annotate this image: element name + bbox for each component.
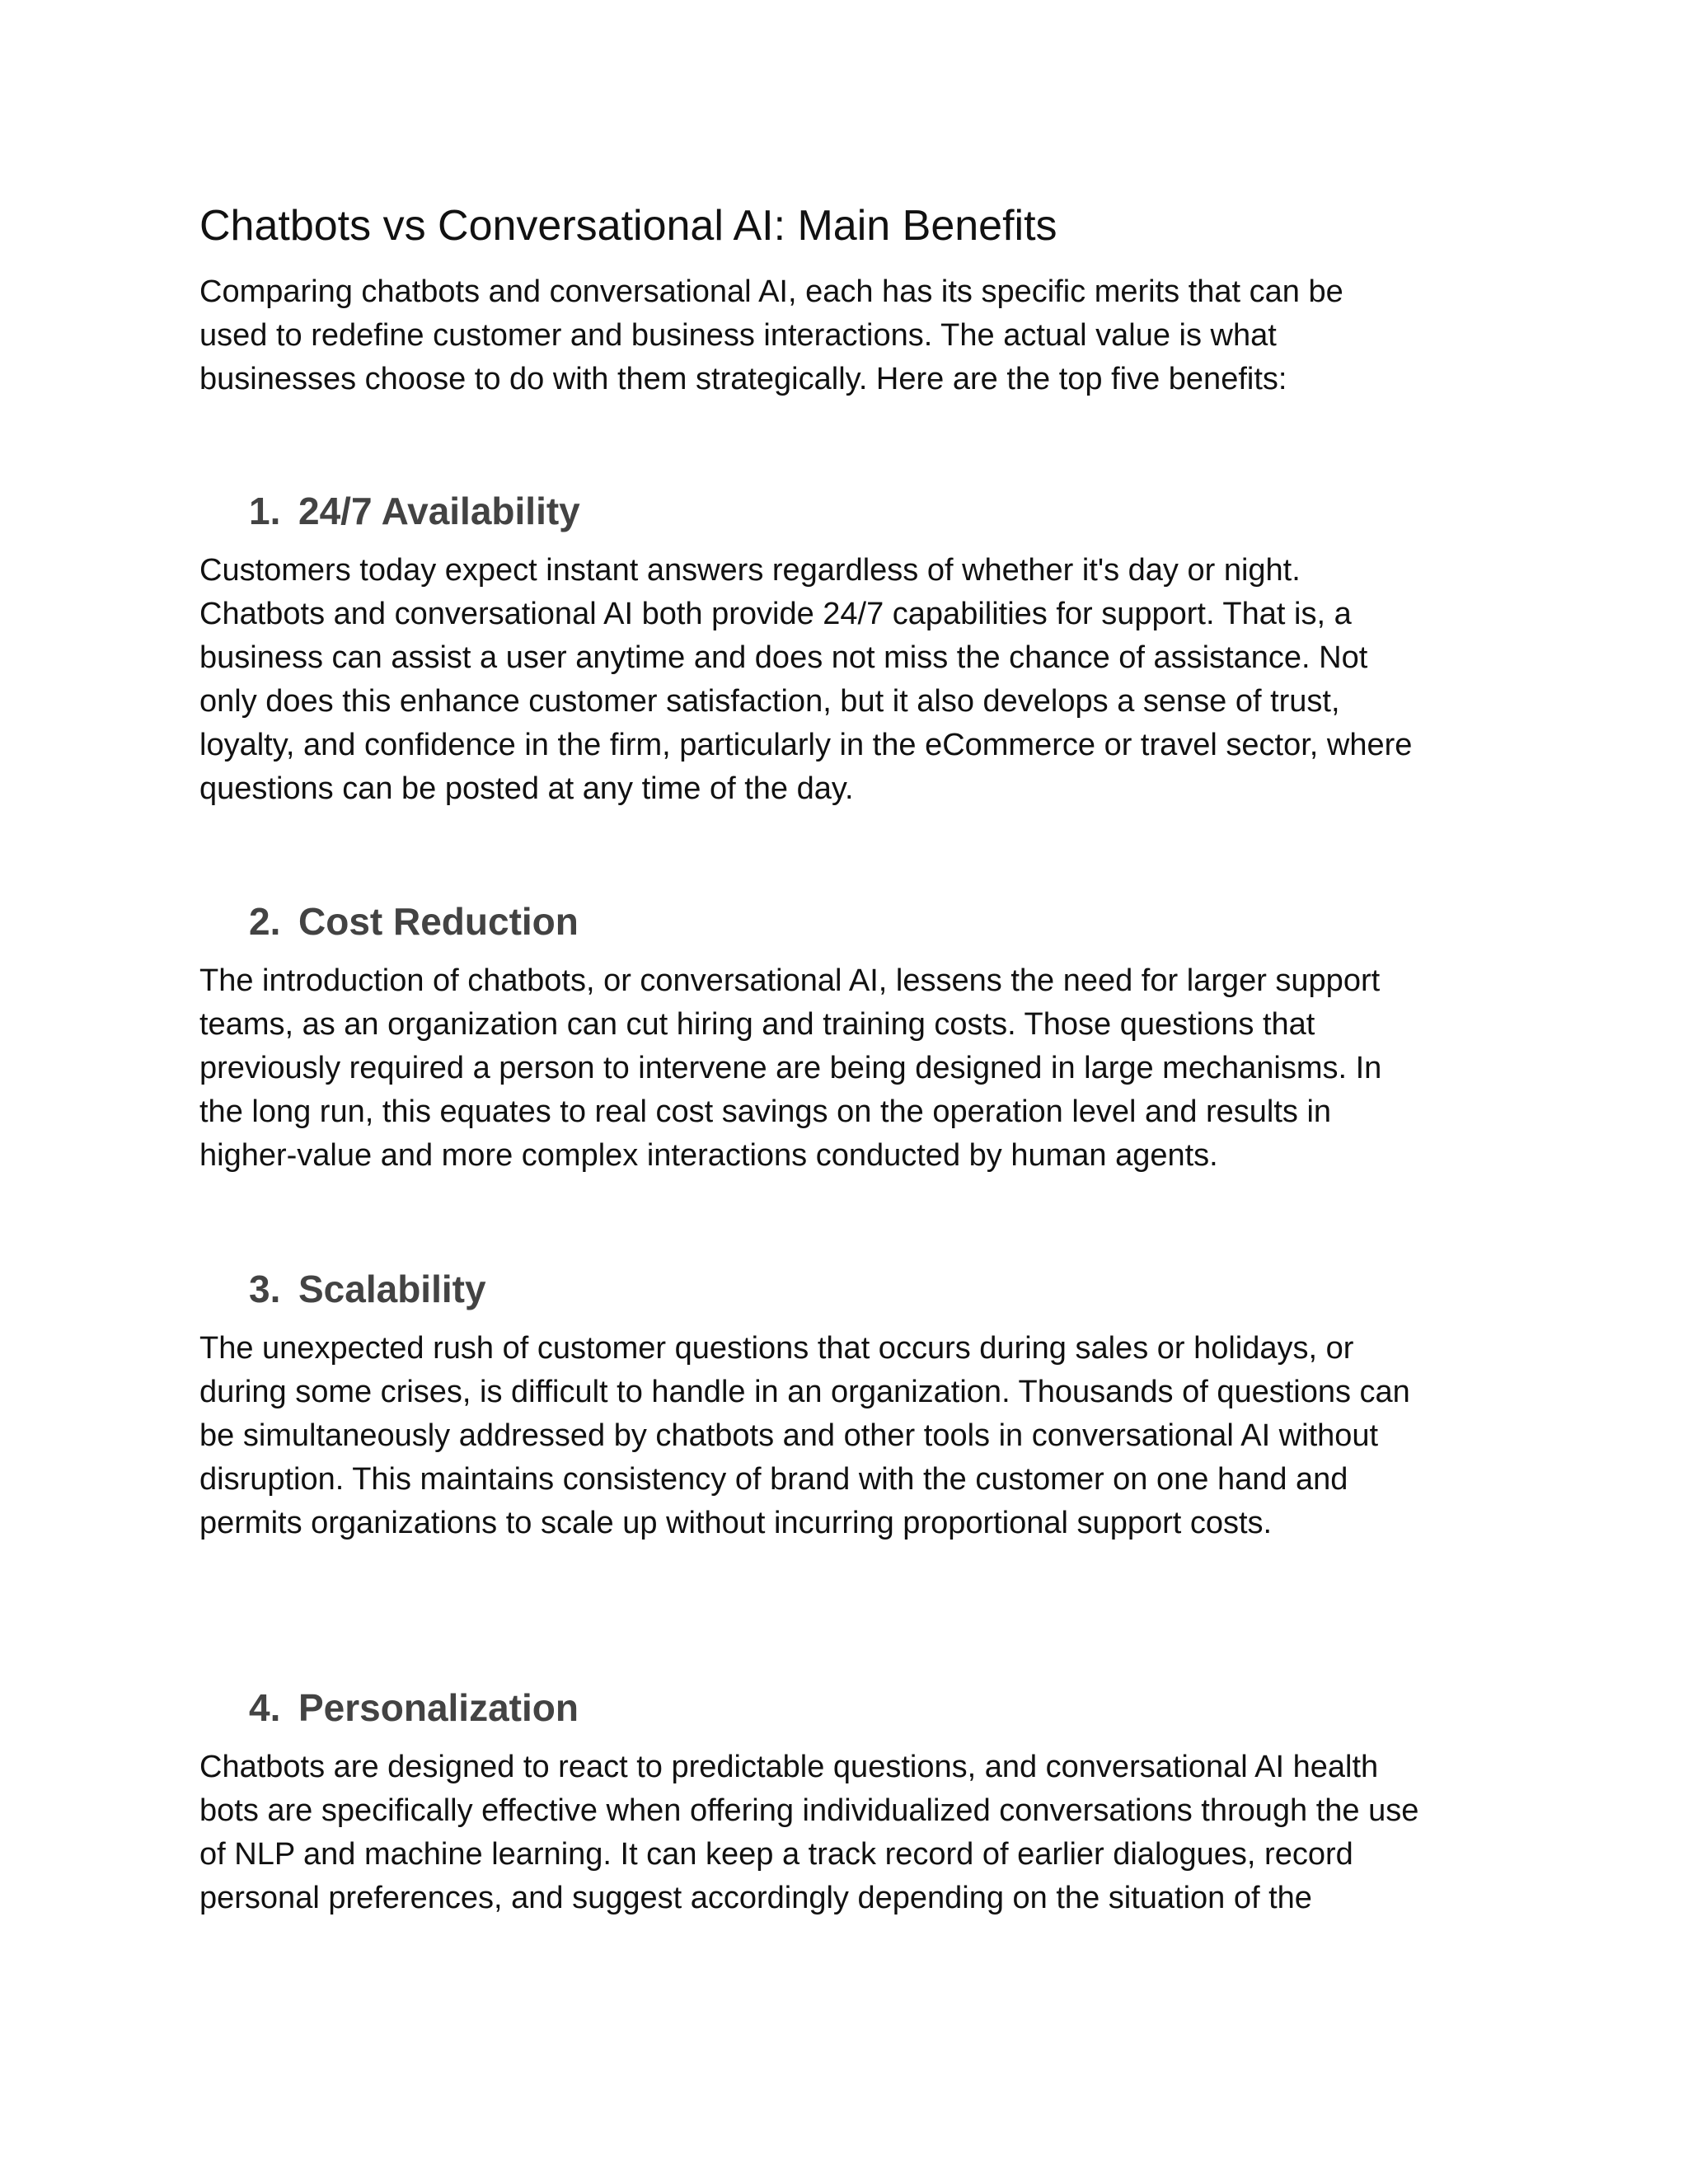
- paragraph-line: bots are specifically effective when offering individualized conversations through the use: [199, 1793, 1419, 1828]
- paragraph-line: questions can be posted at any time of the day.: [199, 771, 854, 806]
- section-number: 4.: [249, 1686, 281, 1729]
- paragraph-line: of NLP and machine learning. It can keep a track record of earlier dialogues, record: [199, 1837, 1353, 1872]
- section-title: Personalization: [298, 1686, 579, 1729]
- paragraph-line: during some crises, is difficult to handle in an organization. Thousands of questions can: [199, 1375, 1410, 1409]
- intro-line: Comparing chatbots and conversational AI, each has its specific merits that can be: [199, 274, 1343, 309]
- section-number: 2.: [249, 900, 281, 943]
- section-number: 3.: [249, 1268, 281, 1310]
- paragraph-line: only does this enhance customer satisfaction, but it also develops a sense of trust,: [199, 684, 1340, 719]
- paragraph-line: Chatbots are designed to react to predictable questions, and conversational AI health: [199, 1750, 1379, 1784]
- section-paragraph-availability: [199, 549, 1518, 811]
- intro-paragraph: [199, 270, 1518, 401]
- paragraph-line: Chatbots and conversational AI both provide 24/7 capabilities for support. That is, a: [199, 597, 1352, 631]
- section-heading-availability: [249, 486, 580, 536]
- intro-line: businesses choose to do with them strategically. Here are the top five benefits:: [199, 362, 1287, 396]
- section-paragraph-cost-reduction: [199, 959, 1518, 1178]
- paragraph-line: The unexpected rush of customer questions that occurs during sales or holidays, or: [199, 1331, 1354, 1366]
- paragraph-line: The introduction of chatbots, or conversational AI, lessens the need for larger support: [199, 963, 1381, 998]
- paragraph-line: previously required a person to intervene are being designed in large mechanisms. In: [199, 1051, 1382, 1085]
- paragraph-line: the long run, this equates to real cost savings on the operation level and results in: [199, 1094, 1332, 1129]
- section-paragraph-personalization: [199, 1746, 1518, 1920]
- section-title: Scalability: [298, 1268, 486, 1310]
- paragraph-line: higher-value and more complex interactions conducted by human agents.: [199, 1138, 1218, 1173]
- section-heading-scalability: [249, 1264, 486, 1314]
- paragraph-line: business can assist a user anytime and does not miss the chance of assistance. Not: [199, 640, 1368, 675]
- section-title: Cost Reduction: [298, 900, 579, 943]
- paragraph-line: Customers today expect instant answers regardless of whether it's day or night.: [199, 553, 1301, 588]
- paragraph-line: teams, as an organization can cut hiring and training costs. Those questions that: [199, 1007, 1315, 1042]
- paragraph-line: personal preferences, and suggest accordingly depending on the situation of the: [199, 1881, 1312, 1915]
- section-paragraph-scalability: [199, 1327, 1518, 1545]
- paragraph-line: permits organizations to scale up without incurring proportional support costs.: [199, 1506, 1273, 1540]
- section-title: 24/7 Availability: [298, 490, 580, 532]
- paragraph-line: be simultaneously addressed by chatbots and other tools in conversational AI without: [199, 1418, 1379, 1453]
- section-heading-cost-reduction: [249, 897, 579, 946]
- paragraph-line: disruption. This maintains consistency of brand with the customer on one hand and: [199, 1462, 1348, 1497]
- intro-line: used to redefine customer and business interactions. The actual value is what: [199, 318, 1277, 353]
- section-number: 1.: [249, 490, 281, 532]
- document-title: Chatbots vs Conversational AI: Main Benefits: [199, 202, 1057, 250]
- section-heading-personalization: [249, 1683, 579, 1732]
- paragraph-line: loyalty, and confidence in the firm, particularly in the eCommerce or travel sector, where: [199, 728, 1413, 762]
